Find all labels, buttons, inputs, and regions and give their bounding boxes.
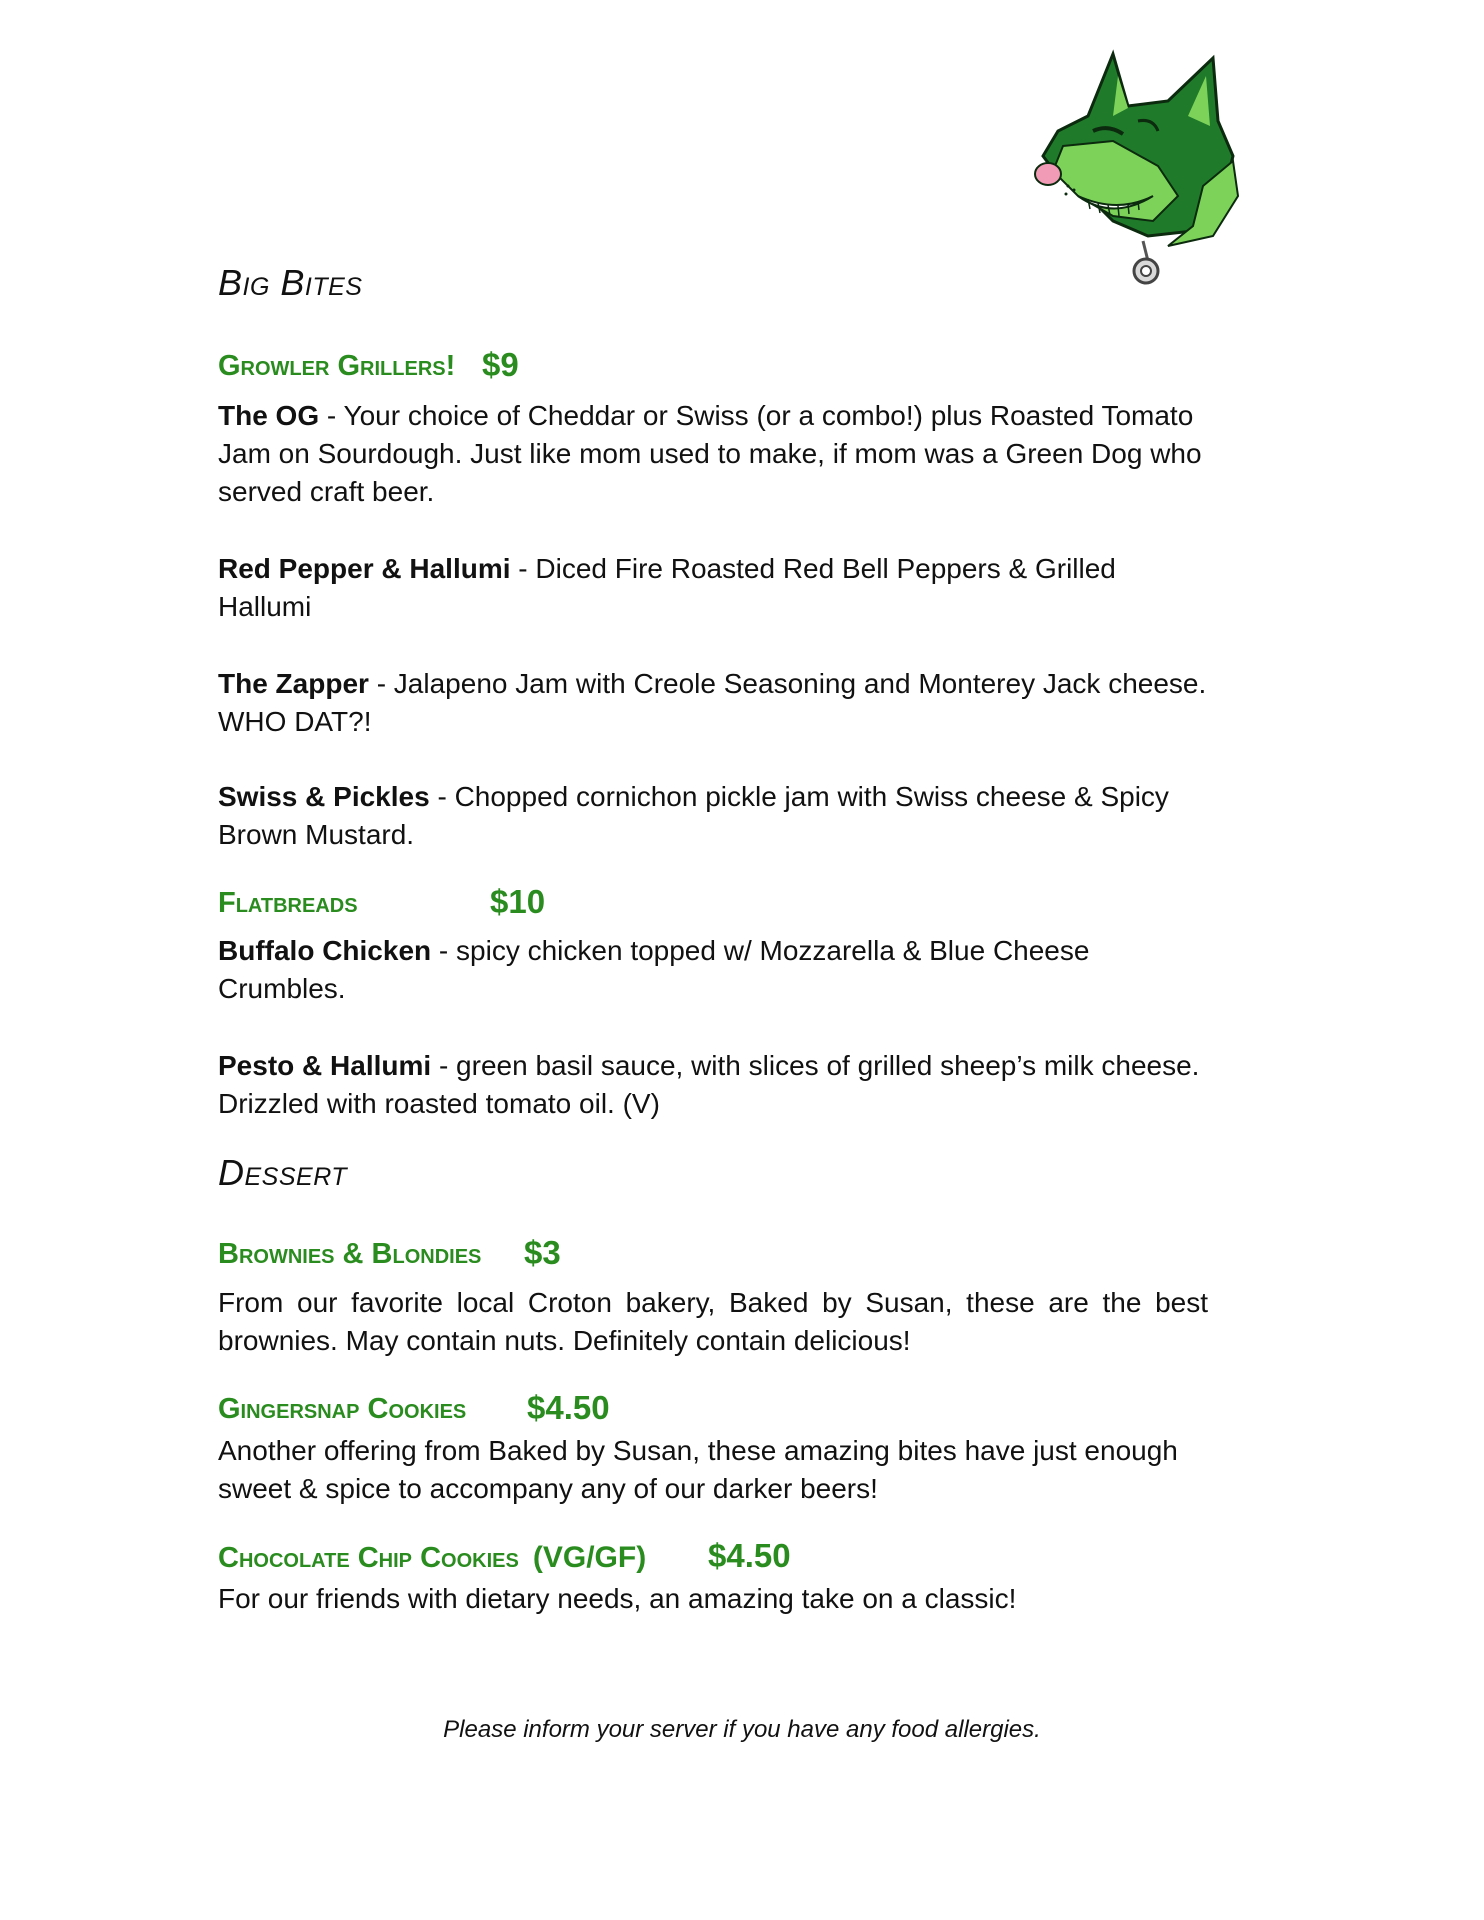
item-description: - Your choice of Cheddar or Swiss (or a combo!) plus Roasted Tomato Jam on Sourdough. Just like mom used to make, if mom was a Green Dog who served craft beer. (218, 400, 1202, 507)
item-description: - Jalapeno Jam with Creole Seasoning and Monterey Jack cheese. WHO DAT?! (218, 668, 1207, 737)
heading-brownies-blondies (218, 1234, 561, 1271)
menu-item (218, 397, 1218, 511)
heading-title-suffix: (VG/GF) (532, 1541, 647, 1574)
price: $4.50 (708, 1537, 791, 1574)
heading-growler-grillers (218, 346, 519, 383)
item-description: - Chopped cornichon pickle jam with Swiss cheese & Spicy Brown Mustard. (218, 781, 1169, 850)
heading-title: Chocolate Chip Cookies (218, 1542, 519, 1574)
item-name: Red Pepper & Hallumi (218, 553, 511, 584)
heading-title: Flatbreads (218, 887, 358, 919)
item-name: The Zapper (218, 668, 369, 699)
item-description: - green basil sauce, with slices of grilled sheep’s milk cheese. Drizzled with roasted tomato oil. (V) (218, 1050, 1200, 1119)
menu-item (218, 550, 1158, 626)
price: $3 (524, 1234, 561, 1271)
heading-gingersnap-cookies (218, 1389, 610, 1426)
item-name: Buffalo Chicken (218, 935, 432, 966)
menu-item (218, 665, 1218, 741)
green-dog-logo-icon (1018, 46, 1268, 306)
price: $10 (490, 883, 546, 920)
menu-item-description: Another offering from Baked by Susan, these amazing bites have just enough sweet & spice to accompany any of our darker beers! (218, 1435, 1178, 1504)
menu-item-description: For our friends with dietary needs, an amazing take on a classic! (218, 1583, 1017, 1614)
item-name: The OG (218, 400, 320, 431)
price: $4.50 (527, 1389, 610, 1426)
section-title-big-bites: Big Bites (218, 262, 363, 303)
item-name: Pesto & Hallumi (218, 1050, 432, 1081)
section-title-dessert: Dessert (218, 1152, 348, 1193)
menu-item (218, 1047, 1218, 1123)
menu-item (218, 932, 1138, 1008)
item-name: Swiss & Pickles (218, 781, 430, 812)
allergy-notice: Please inform your server if you have any food allergies. (443, 1716, 1041, 1743)
menu-item (218, 778, 1198, 854)
heading-flatbreads (218, 883, 546, 920)
menu-item-description: From our favorite local Croton bakery, Baked by Susan, these are the best brownies. May contain nuts. Definitely contain delicious! (218, 1287, 1208, 1356)
heading-title: Gingersnap Cookies (218, 1393, 467, 1425)
heading-chocolate-chip-cookies (218, 1537, 791, 1575)
item-description: - Diced Fire Roasted Red Bell Peppers & Grilled Hallumi (218, 553, 1116, 622)
price: $9 (482, 346, 519, 383)
heading-title: Growler Grillers! (218, 350, 456, 382)
heading-title: Brownies & Blondies (218, 1238, 482, 1270)
item-description: - spicy chicken topped w/ Mozzarella & Blue Cheese Crumbles. (218, 935, 1090, 1004)
